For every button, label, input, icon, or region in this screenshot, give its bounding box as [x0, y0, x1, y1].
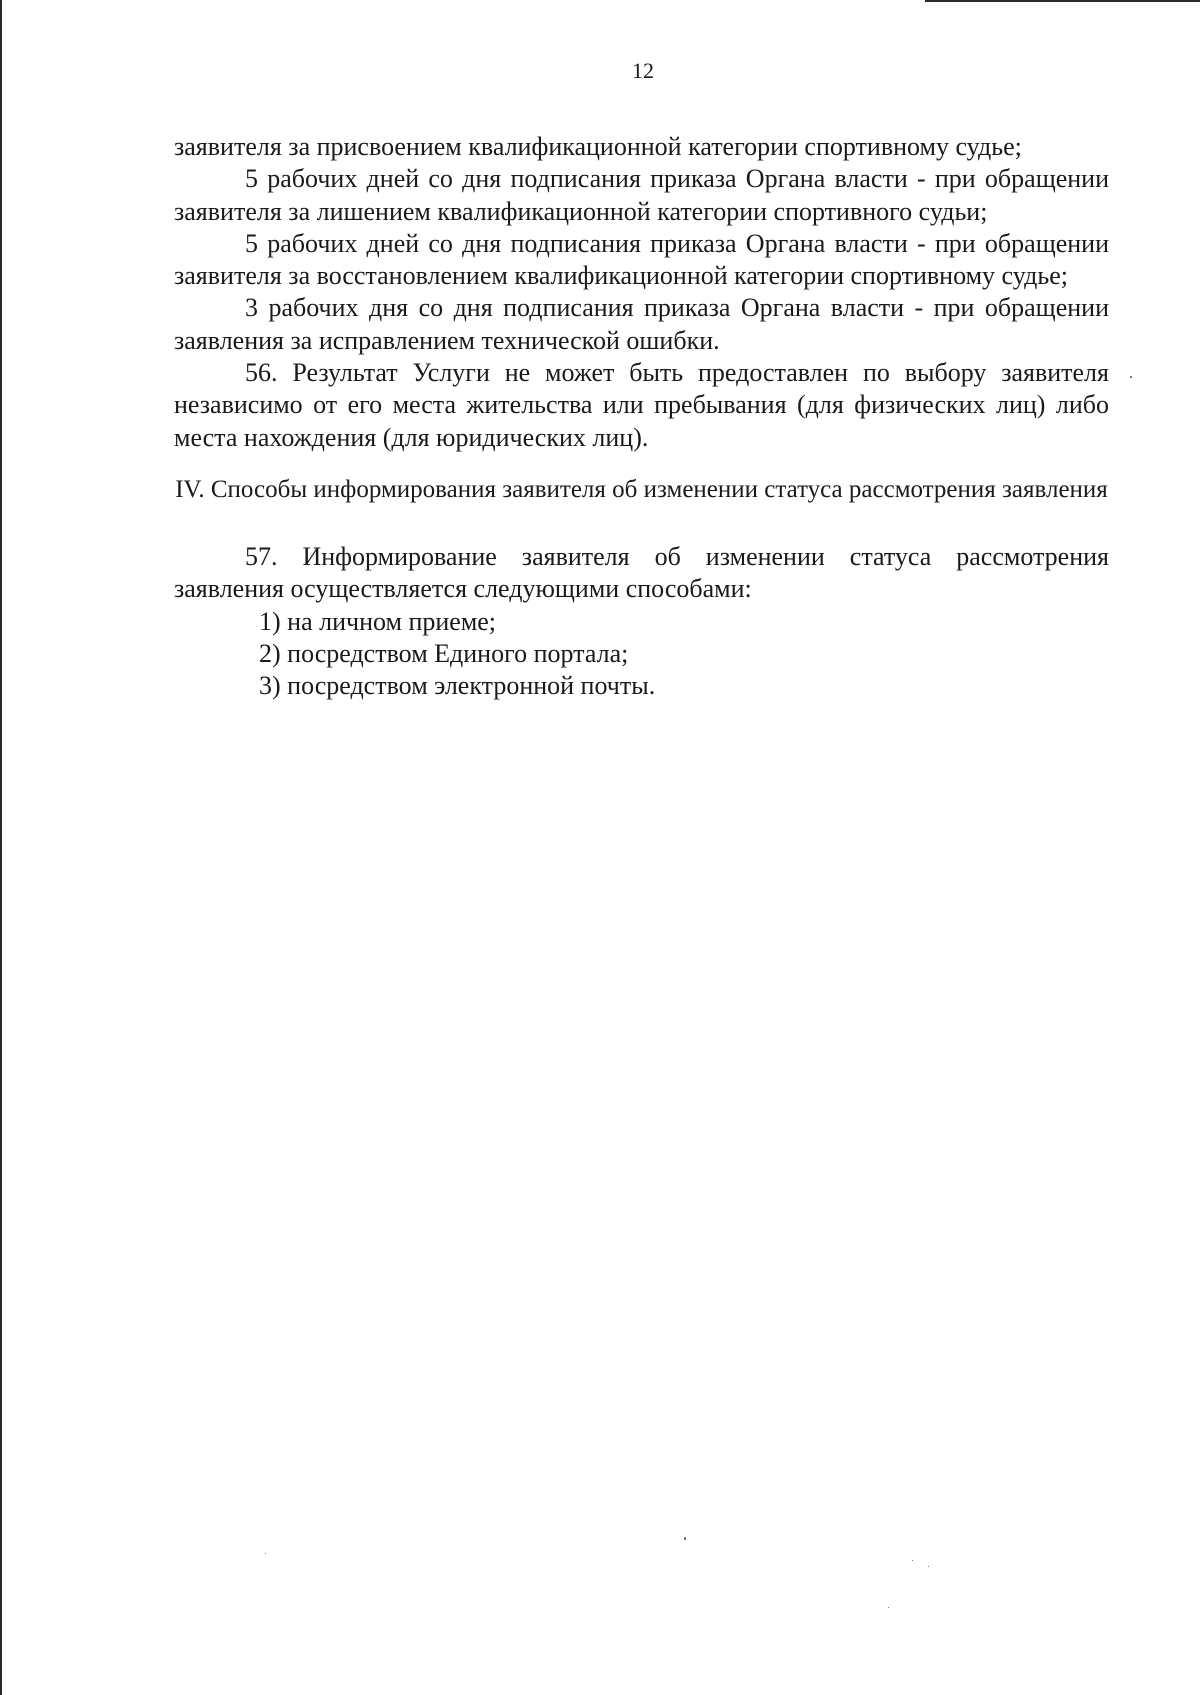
- paragraph-correction-term: 3 рабочих дня со дня подписания приказа Органа власти - при обращении заявления за исправлением технической ошибки.: [174, 293, 1109, 355]
- scan-speck: [684, 1537, 686, 1540]
- section-heading: IV. Способы информирования заявителя об изменении статуса рассмотрения заявления: [175, 475, 1108, 503]
- scan-speck: [888, 1607, 889, 1608]
- scan-speck: [1130, 376, 1132, 378]
- paragraph-restoration-term: 5 рабочих дней со дня подписания приказа Органа власти - при обращении заявителя за восстановлением квалификационной категории спортивному судье;: [174, 228, 1109, 291]
- list-item-unified-portal: 2) посредством Единого портала;: [259, 638, 629, 668]
- paragraph-56: 56. Результат Услуги не может быть предоставлен по выбору заявителя независимо от его места жительства или пребывания (для физических лиц) либо места нахождения (для юридических лиц).: [174, 358, 1109, 452]
- scan-speck: [912, 1560, 913, 1561]
- document-body: [174, 131, 1109, 702]
- paragraph-57: 57. Информирование заявителя об изменении статуса рассмотрения заявления осуществляется следующими способами:: [174, 541, 1109, 604]
- scan-speck: [265, 1553, 266, 1554]
- paragraph-deprivation-term: 5 рабочих дней со дня подписания приказа Органа власти - при обращении заявителя за лишением квалификационной категории спортивного судьи;: [174, 164, 1109, 226]
- page-number: 12: [632, 58, 654, 83]
- scan-border-left: [0, 0, 2, 1695]
- paragraph-continuation: заявителя за присвоением квалификационной категории спортивному судье;: [174, 132, 1022, 161]
- scan-speck: [928, 1566, 929, 1567]
- list-item-email: 3) посредством электронной почты.: [259, 671, 656, 701]
- scan-border-top: [925, 0, 1200, 2]
- list-item-personal-reception: 1) на личном приеме;: [259, 606, 497, 636]
